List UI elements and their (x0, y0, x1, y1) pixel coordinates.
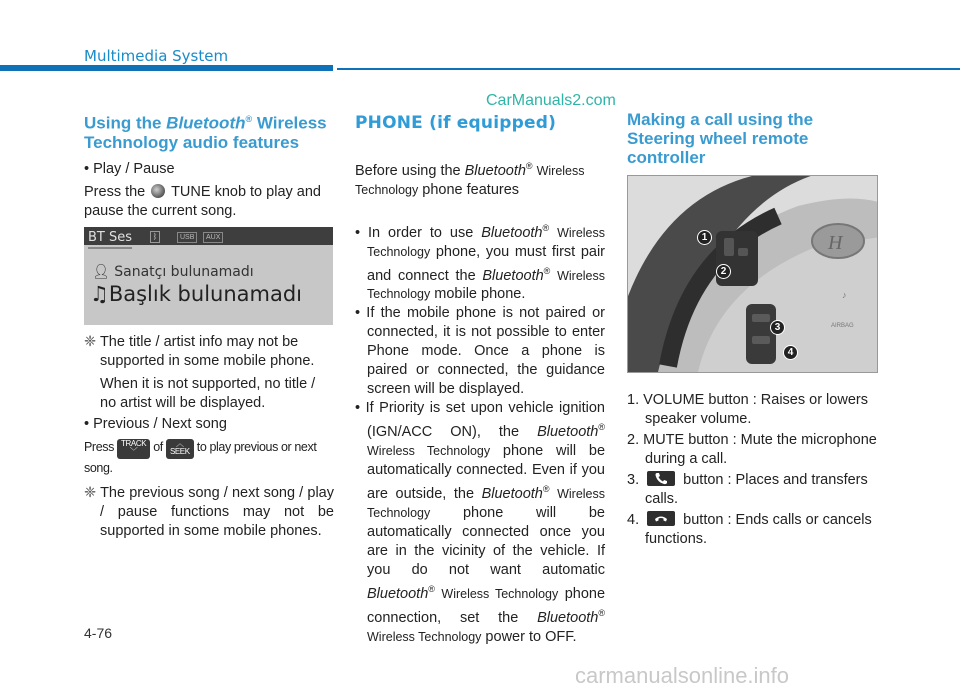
person-icon: 👤︎ (92, 263, 110, 280)
artist-line: 👤︎ Sanatçı bulunamadı (92, 263, 254, 280)
list-item: 4. button : Ends calls or cancels functions. (627, 512, 872, 547)
watermark-top: CarManuals2.com (486, 92, 616, 109)
usb-badge: USB (177, 232, 197, 243)
bluetooth-icon: ᛒ (150, 231, 160, 243)
phone-intro: Before using the Bluetooth® Wireless Technology phone features (355, 161, 585, 198)
svg-text:AIRBAG: AIRBAG (831, 323, 854, 329)
svg-text:♪: ♪ (842, 290, 847, 300)
list-item: 1. VOLUME button : Raises or lowers speaker volume. (627, 392, 868, 427)
steering-wheel-image (627, 175, 878, 373)
note-title-info-2: When it is not supported, no title / no artist will be displayed. (100, 375, 316, 411)
prev-next-label: • Previous / Next song (84, 415, 227, 432)
track-seek-instruction: Press TRACK ﹀ of ︿ SEEK to play previous or next song. (84, 438, 317, 475)
page-number: 4-76 (84, 625, 113, 641)
steering-heading: Making a call using the Steering wheel remote controller (627, 110, 814, 167)
aux-badge: AUX (203, 232, 223, 243)
bt-audio-display (84, 227, 333, 325)
phone-bullet-not-paired: • If the mobile phone is not paired or connected, it is not possible to enter Phone mode. Once a phone is paired or connected, the guidance screen will be displayed. (355, 305, 605, 398)
bt-audio-tab: BT Ses (88, 228, 132, 249)
section-title: Multimedia System (84, 47, 229, 65)
music-note-icon: ♫ (90, 281, 109, 306)
tune-knob-icon (151, 184, 165, 198)
audio-heading: Using the Bluetooth® Wireless Technology audio features (84, 113, 327, 152)
phone-heading: PHONE (if equipped) (355, 113, 557, 133)
note-title-info: ❈ The title / artist info may not be supported in some mobile phone. (84, 333, 315, 369)
song-line: ♫Başlık bulunamadı (90, 281, 303, 306)
seek-button-icon: ︿ SEEK (166, 439, 194, 459)
steering-wheel-illustration (628, 176, 877, 372)
svg-text:H: H (828, 232, 843, 254)
phone-bullet-pair: • In order to use Bluetooth® Wireless Technology phone, you must first pair and connect the Bluetooth® Wireless Technology mobile phone. (355, 222, 606, 303)
end-call-button-icon (647, 511, 675, 526)
header-rule (337, 68, 960, 70)
tune-instruction: Press the TUNE knob to play and pause the current song. (84, 183, 321, 219)
column-phone (355, 110, 605, 647)
track-button-icon: TRACK ﹀ (117, 439, 150, 459)
callout-2: 2 (717, 265, 730, 278)
list-item: 2. MUTE button : Mute the microphone during a call. (627, 432, 877, 467)
callout-1: 1 (698, 231, 711, 244)
note-track-support: ❈ The previous song / next song / play / pause functions may not be supported in some mobile phones. (84, 484, 334, 539)
play-pause-label: • Play / Pause (84, 160, 175, 177)
column-audio (84, 110, 334, 541)
column-steering (627, 110, 877, 551)
watermark-bottom: carmanualsonline.info (575, 663, 790, 688)
callout-4: 4 (784, 346, 797, 359)
list-item: 3. button : Places and transfers calls. (627, 472, 868, 507)
button-list (627, 391, 877, 549)
call-button-icon (647, 471, 675, 486)
callout-3: 3 (771, 321, 784, 334)
header-bar (0, 65, 333, 71)
phone-bullet-priority: • If Priority is set upon vehicle ignition (IGN/ACC ON), the Bluetooth® Wireless Technology phone will be automatically connected. Even if you are outside, the Bluetooth® Wireless Technology phone will be automatically connected once you are in the vicinity of the vehicle. If you do not want automatic Bluetooth® Wireless Technology phone connection, set the Bluetooth® Wireless Technology power to OFF. (355, 400, 606, 645)
